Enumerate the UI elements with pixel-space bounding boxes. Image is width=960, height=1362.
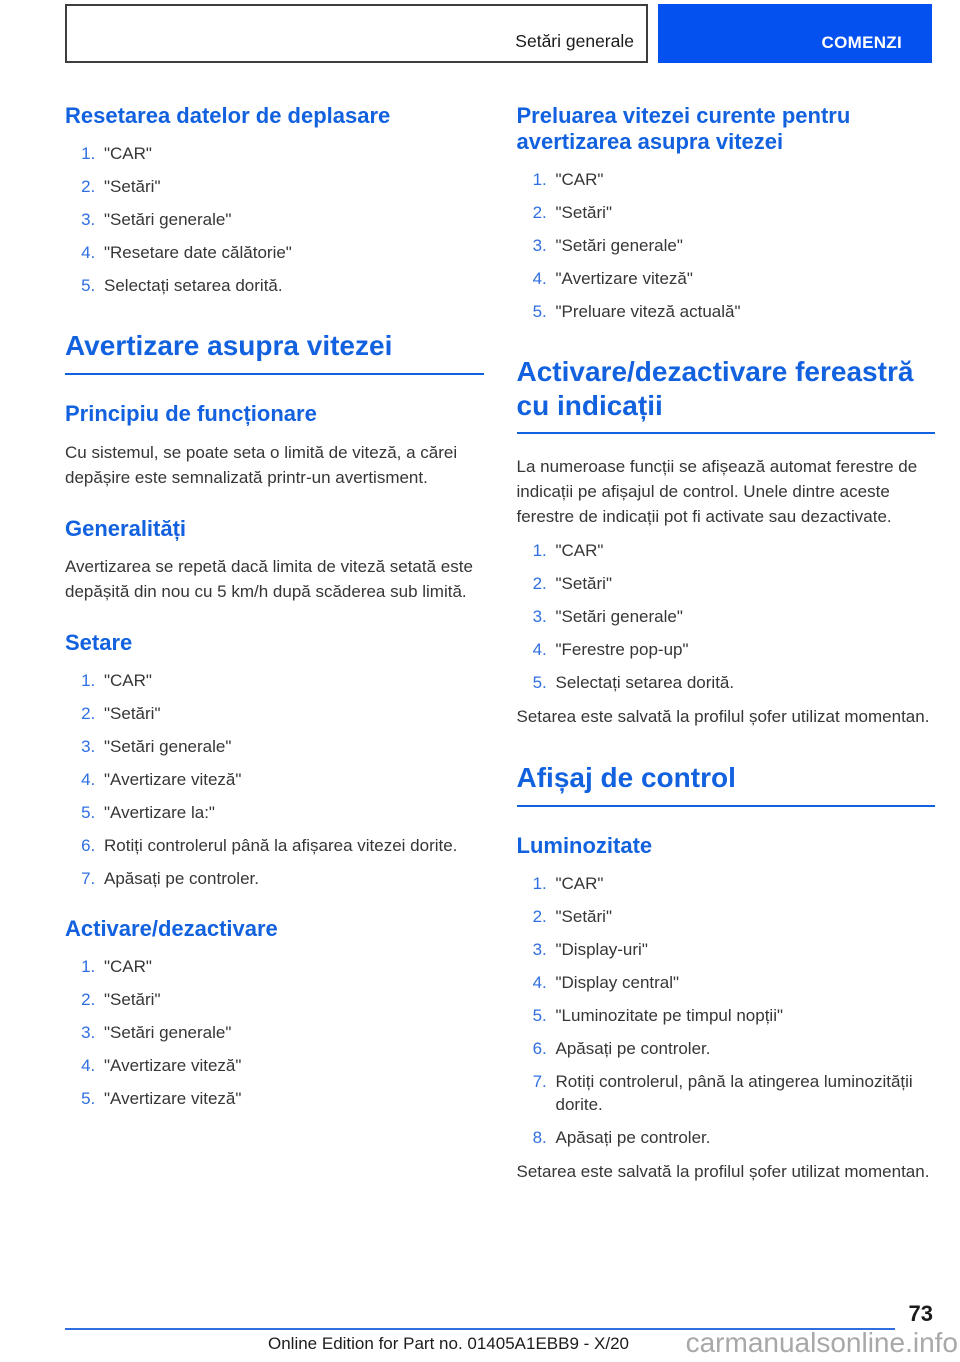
right-column <box>517 103 936 1194</box>
step-item: 6. Rotiți controlerul până la afișarea vitezei dorite. <box>100 834 484 857</box>
step-item: 5. "Avertizare la:" <box>100 801 484 824</box>
step-item: 1. "CAR" <box>552 539 936 562</box>
steps-list-luminozitate <box>517 872 936 1149</box>
step-item: 3. "Setări generale" <box>100 208 484 231</box>
step-item: 3. "Setări generale" <box>100 1021 484 1044</box>
step-item: 1. "CAR" <box>552 168 936 191</box>
section-heading-preluare: Preluarea vitezei curente pentru avertizarea asupra vitezei <box>516 103 851 154</box>
step-item: 1. "CAR" <box>100 669 484 692</box>
chapter-heading-fereastra: Activare/dezactivare fereastră cu indicații <box>517 355 936 434</box>
step-item: 5. Selectați setarea dorită. <box>552 671 936 694</box>
steps-list-setare <box>65 669 484 890</box>
step-item: 1. "CAR" <box>100 955 484 978</box>
step-item: 5. "Avertizare viteză" <box>100 1087 484 1110</box>
section-heading-setare: Setare <box>65 630 133 656</box>
step-item: 4. "Display central" <box>552 971 936 994</box>
page-header <box>65 4 932 63</box>
step-item: 5. "Luminozitate pe timpul nopții" <box>552 1004 936 1027</box>
page-number: 73 <box>908 1301 933 1326</box>
section-label: Setări generale <box>515 31 634 51</box>
section-heading-principiu: Principiu de funcționare <box>65 400 317 426</box>
step-item: 6. Apăsați pe controler. <box>552 1037 936 1060</box>
section-heading-luminozitate: Luminozitate <box>516 832 653 858</box>
step-item: 7. Rotiți controlerul, până la atingerea luminozității dorite. <box>552 1070 936 1116</box>
step-item: 2. "Setări" <box>100 988 484 1011</box>
step-item: 3. "Setări generale" <box>552 605 936 628</box>
step-item: 2. "Setări" <box>552 905 936 928</box>
edition-note: Online Edition for Part no. 01405A1EBB9 - X/20 <box>268 1334 630 1353</box>
page-content <box>65 63 935 1194</box>
section-heading-generalitati: Generalități <box>65 515 187 541</box>
step-item: 4. "Avertizare viteză" <box>100 768 484 791</box>
body-paragraph: La numeroase funcții se afișează automat ferestre de indicații pe afișajul de control. Unele dintre aceste ferestre de indicații pot fi activate sau dezactivate. <box>516 457 918 527</box>
step-item: 4. "Avertizare viteză" <box>100 1054 484 1077</box>
steps-list-preluare <box>517 168 936 323</box>
chapter-heading-afisaj: Afișaj de control <box>517 761 936 807</box>
section-heading-resetare: Resetarea datelor de deplasare <box>65 103 391 128</box>
section-label-box <box>65 4 648 63</box>
step-item: 1. "CAR" <box>100 142 484 165</box>
step-item: 3. "Setări generale" <box>552 234 936 257</box>
step-item: 2. "Setări" <box>100 702 484 725</box>
section-heading-activare: Activare/dezactivare <box>65 916 278 942</box>
step-item: 4. "Resetare date călătorie" <box>100 241 484 264</box>
note-paragraph: Setarea este salvată la profilul șofer utilizat momentan. <box>516 707 930 727</box>
steps-list-resetare <box>65 142 484 297</box>
chapter-heading-avertizare: Avertizare asupra vitezei <box>65 329 484 375</box>
chapter-tab-label: COMENZI <box>821 33 902 52</box>
step-item: 2. "Setări" <box>552 572 936 595</box>
body-paragraph: Avertizarea se repetă dacă limita de viteză setată este depășită din nou cu 5 km/h după scăderea sub limită. <box>65 557 473 602</box>
step-item: 4. "Ferestre pop-up" <box>552 638 936 661</box>
body-paragraph: Cu sistemul, se poate seta o limită de viteză, a cărei depășire este semnalizată printr-un avertisment. <box>65 442 458 487</box>
steps-list-fereastra <box>517 539 936 694</box>
step-item: 1. "CAR" <box>552 872 936 895</box>
chapter-tab <box>658 4 932 63</box>
step-item: 5. Selectați setarea dorită. <box>100 274 484 297</box>
step-item: 5. "Preluare viteză actuală" <box>552 300 936 323</box>
step-item: 4. "Avertizare viteză" <box>552 267 936 290</box>
step-item: 3. "Setări generale" <box>100 735 484 758</box>
watermark: carmanualsonline.info <box>685 1327 958 1358</box>
step-item: 3. "Display-uri" <box>552 938 936 961</box>
step-item: 7. Apăsați pe controler. <box>100 867 484 890</box>
step-item: 2. "Setări" <box>100 175 484 198</box>
step-item: 2. "Setări" <box>552 201 936 224</box>
steps-list-activare <box>65 955 484 1110</box>
note-paragraph: Setarea este salvată la profilul șofer utilizat momentan. <box>516 1161 930 1181</box>
left-column <box>65 103 484 1194</box>
step-item: 8. Apăsați pe controler. <box>552 1126 936 1149</box>
